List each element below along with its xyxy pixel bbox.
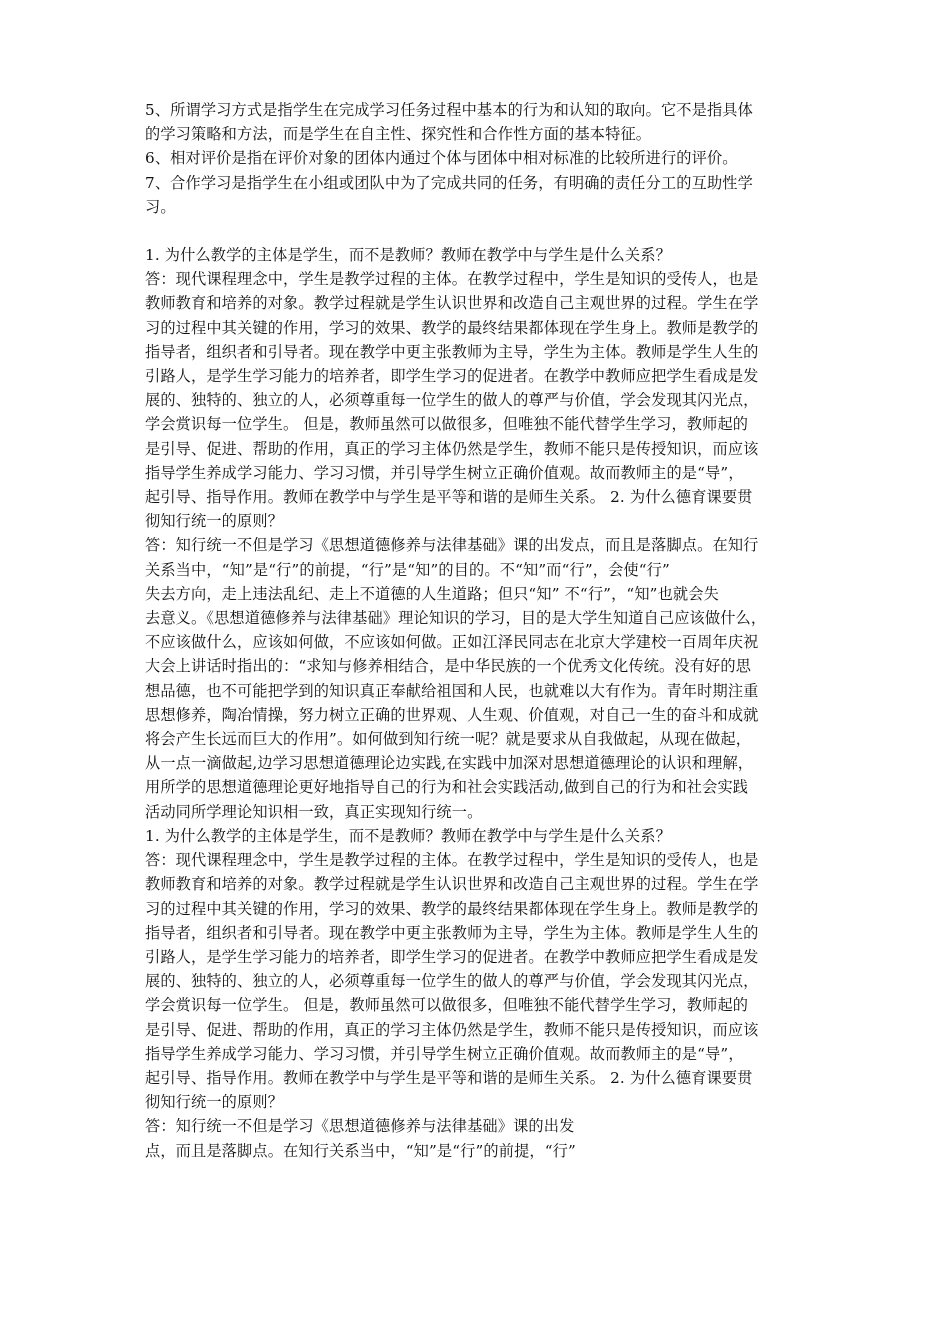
text-line: 想品德，也不可能把学到的知识真正奉献给祖国和人民，也就难以大有作为。青年时期注重 <box>145 681 759 700</box>
text-line: 习的过程中其关键的作用，学习的效果、教学的最终结果都体现在学生身上。教师是教学的 <box>145 318 759 337</box>
text-line: 习。 <box>145 197 176 216</box>
text-line: 活动同所学理论知识相一致，真正实现知行统一。 <box>145 802 483 821</box>
text-line: 是引导、促进、帮助的作用，真正的学习主体仍然是学生，教师不能只是传授知识，而应该 <box>145 439 759 458</box>
text-line: 是引导、促进、帮助的作用，真正的学习主体仍然是学生，教师不能只是传授知识，而应该 <box>145 1020 759 1039</box>
paragraph-gap <box>145 219 825 243</box>
text-line: 彻知行统一的原则？ <box>145 512 284 531</box>
text-line: 答：知行统一不但是学习《思想道德修养与法律基础》课的出发 <box>145 1117 575 1136</box>
questions-section <box>145 243 825 1163</box>
text-line: 5、所谓学习方式是指学生在完成学习任务过程中基本的行为和认知的取向。它不是指具体 <box>145 101 753 119</box>
text-line: 答：知行统一不但是学习《思想道德修养与法律基础》课的出发点，而且是落脚点。在知行 <box>145 536 759 555</box>
text-line: 引路人，是学生学习能力的培养者，即学生学习的促进者。在教学中教师应把学生看成是发 <box>145 367 759 386</box>
text-line: 用所学的思想道德理论更好地指导自己的行为和社会实践活动,做到自己的行为和社会实践 <box>145 778 749 797</box>
text-line: 将会产生长远而巨大的作用”。如何做到知行统一呢？就是要求从自我做起，从现在做起， <box>145 730 752 749</box>
text-line: 指导者，组织者和引导者。现在教学中更主张教师为主导，学生为主体。教师是学生人生的 <box>145 342 759 361</box>
text-line: 学会赏识每一位学生。 但是，教师虽然可以做很多，但唯独不能代替学生学习，教师起的 <box>145 415 749 434</box>
text-line: 7、合作学习是指学生在小组或团队中为了完成共同的任务，有明确的责任分工的互助性学 <box>145 173 753 192</box>
text-line: 思想修养，陶冶情操，努力树立正确的世界观、人生观、价值观，对自己一生的奋斗和成就 <box>145 705 759 724</box>
text-line: 不应该做什么，应该如何做，不应该如何做。正如江泽民同志在北京大学建校一百周年庆祝 <box>145 633 759 652</box>
text-line: 教师教育和培养的对象。教学过程就是学生认识世界和改造自己主观世界的过程。学生在学 <box>145 294 759 313</box>
text-line: 关系当中，“知”是“行”的前提，“行”是“知”的目的。不“知”而“行”，会使“行” <box>145 560 670 579</box>
text-line: 学会赏识每一位学生。 但是，教师虽然可以做很多，但唯独不能代替学生学习，教师起的 <box>145 996 749 1015</box>
text-line: 1. 为什么教学的主体是学生，而不是教师？教师在教学中与学生是什么关系？ <box>145 826 671 845</box>
text-line: 展的、独特的、独立的人，必须尊重每一位学生的做人的尊严与价值，学会发现其闪光点， <box>145 391 759 410</box>
text-line: 指导学生养成学习能力、学习习惯，并引导学生树立正确价值观。故而教师主的是“导”， <box>145 1044 744 1063</box>
text-line: 答：现代课程理念中，学生是教学过程的主体。在教学过程中，学生是知识的受传人，也是 <box>145 270 759 289</box>
text-line: 彻知行统一的原则？ <box>145 1093 284 1112</box>
text-line: 教师教育和培养的对象。教学过程就是学生认识世界和改造自己主观世界的过程。学生在学 <box>145 875 759 894</box>
document-body <box>145 98 825 1163</box>
text-line: 引路人，是学生学习能力的培养者，即学生学习的促进者。在教学中教师应把学生看成是发 <box>145 947 759 966</box>
text-line: 从一点一滴做起,边学习思想道德理论边实践,在实践中加深对思想道德理论的认识和理解， <box>145 754 754 773</box>
text-line: 失去方向，走上违法乱纪、走上不道德的人生道路；但只“知” 不“行”，“知”也就会失 <box>145 584 719 603</box>
text-line: 起引导、指导作用。教师在教学中与学生是平等和谐的是师生关系。 2. 为什么德育课要贯 <box>145 488 753 507</box>
text-line: 的学习策略和方法，而是学生在自主性、探究性和合作性方面的基本特征。 <box>145 125 652 144</box>
text-line: 6、相对评价是指在评价对象的团体内通过个体与团体中相对标准的比较所进行的评价。 <box>145 149 738 168</box>
text-line: 起引导、指导作用。教师在教学中与学生是平等和谐的是师生关系。 2. 为什么德育课要贯 <box>145 1068 753 1087</box>
text-line: 答：现代课程理念中，学生是教学过程的主体。在教学过程中，学生是知识的受传人，也是 <box>145 851 759 870</box>
text-line: 指导学生养成学习能力、学习习惯，并引导学生树立正确价值观。故而教师主的是“导”， <box>145 463 744 482</box>
text-line: 展的、独特的、独立的人，必须尊重每一位学生的做人的尊严与价值，学会发现其闪光点， <box>145 972 759 991</box>
text-line: 去意义。《思想道德修养与法律基础》理论知识的学习，目的是大学生知道自己应该做什么， <box>145 609 767 628</box>
text-line: 习的过程中其关键的作用，学习的效果、教学的最终结果都体现在学生身上。教师是教学的 <box>145 899 759 918</box>
text-line: 大会上讲话时指出的：“求知与修养相结合，是中华民族的一个优秀文化传统。没有好的思 <box>145 657 752 676</box>
text-line: 1. 为什么教学的主体是学生，而不是教师？教师在教学中与学生是什么关系？ <box>145 246 671 265</box>
text-line: 指导者，组织者和引导者。现在教学中更主张教师为主导，学生为主体。教师是学生人生的 <box>145 923 759 942</box>
text-line: 点，而且是落脚点。在知行关系当中，“知”是“行”的前提，“行” <box>145 1141 576 1160</box>
definitions-section <box>145 98 825 219</box>
